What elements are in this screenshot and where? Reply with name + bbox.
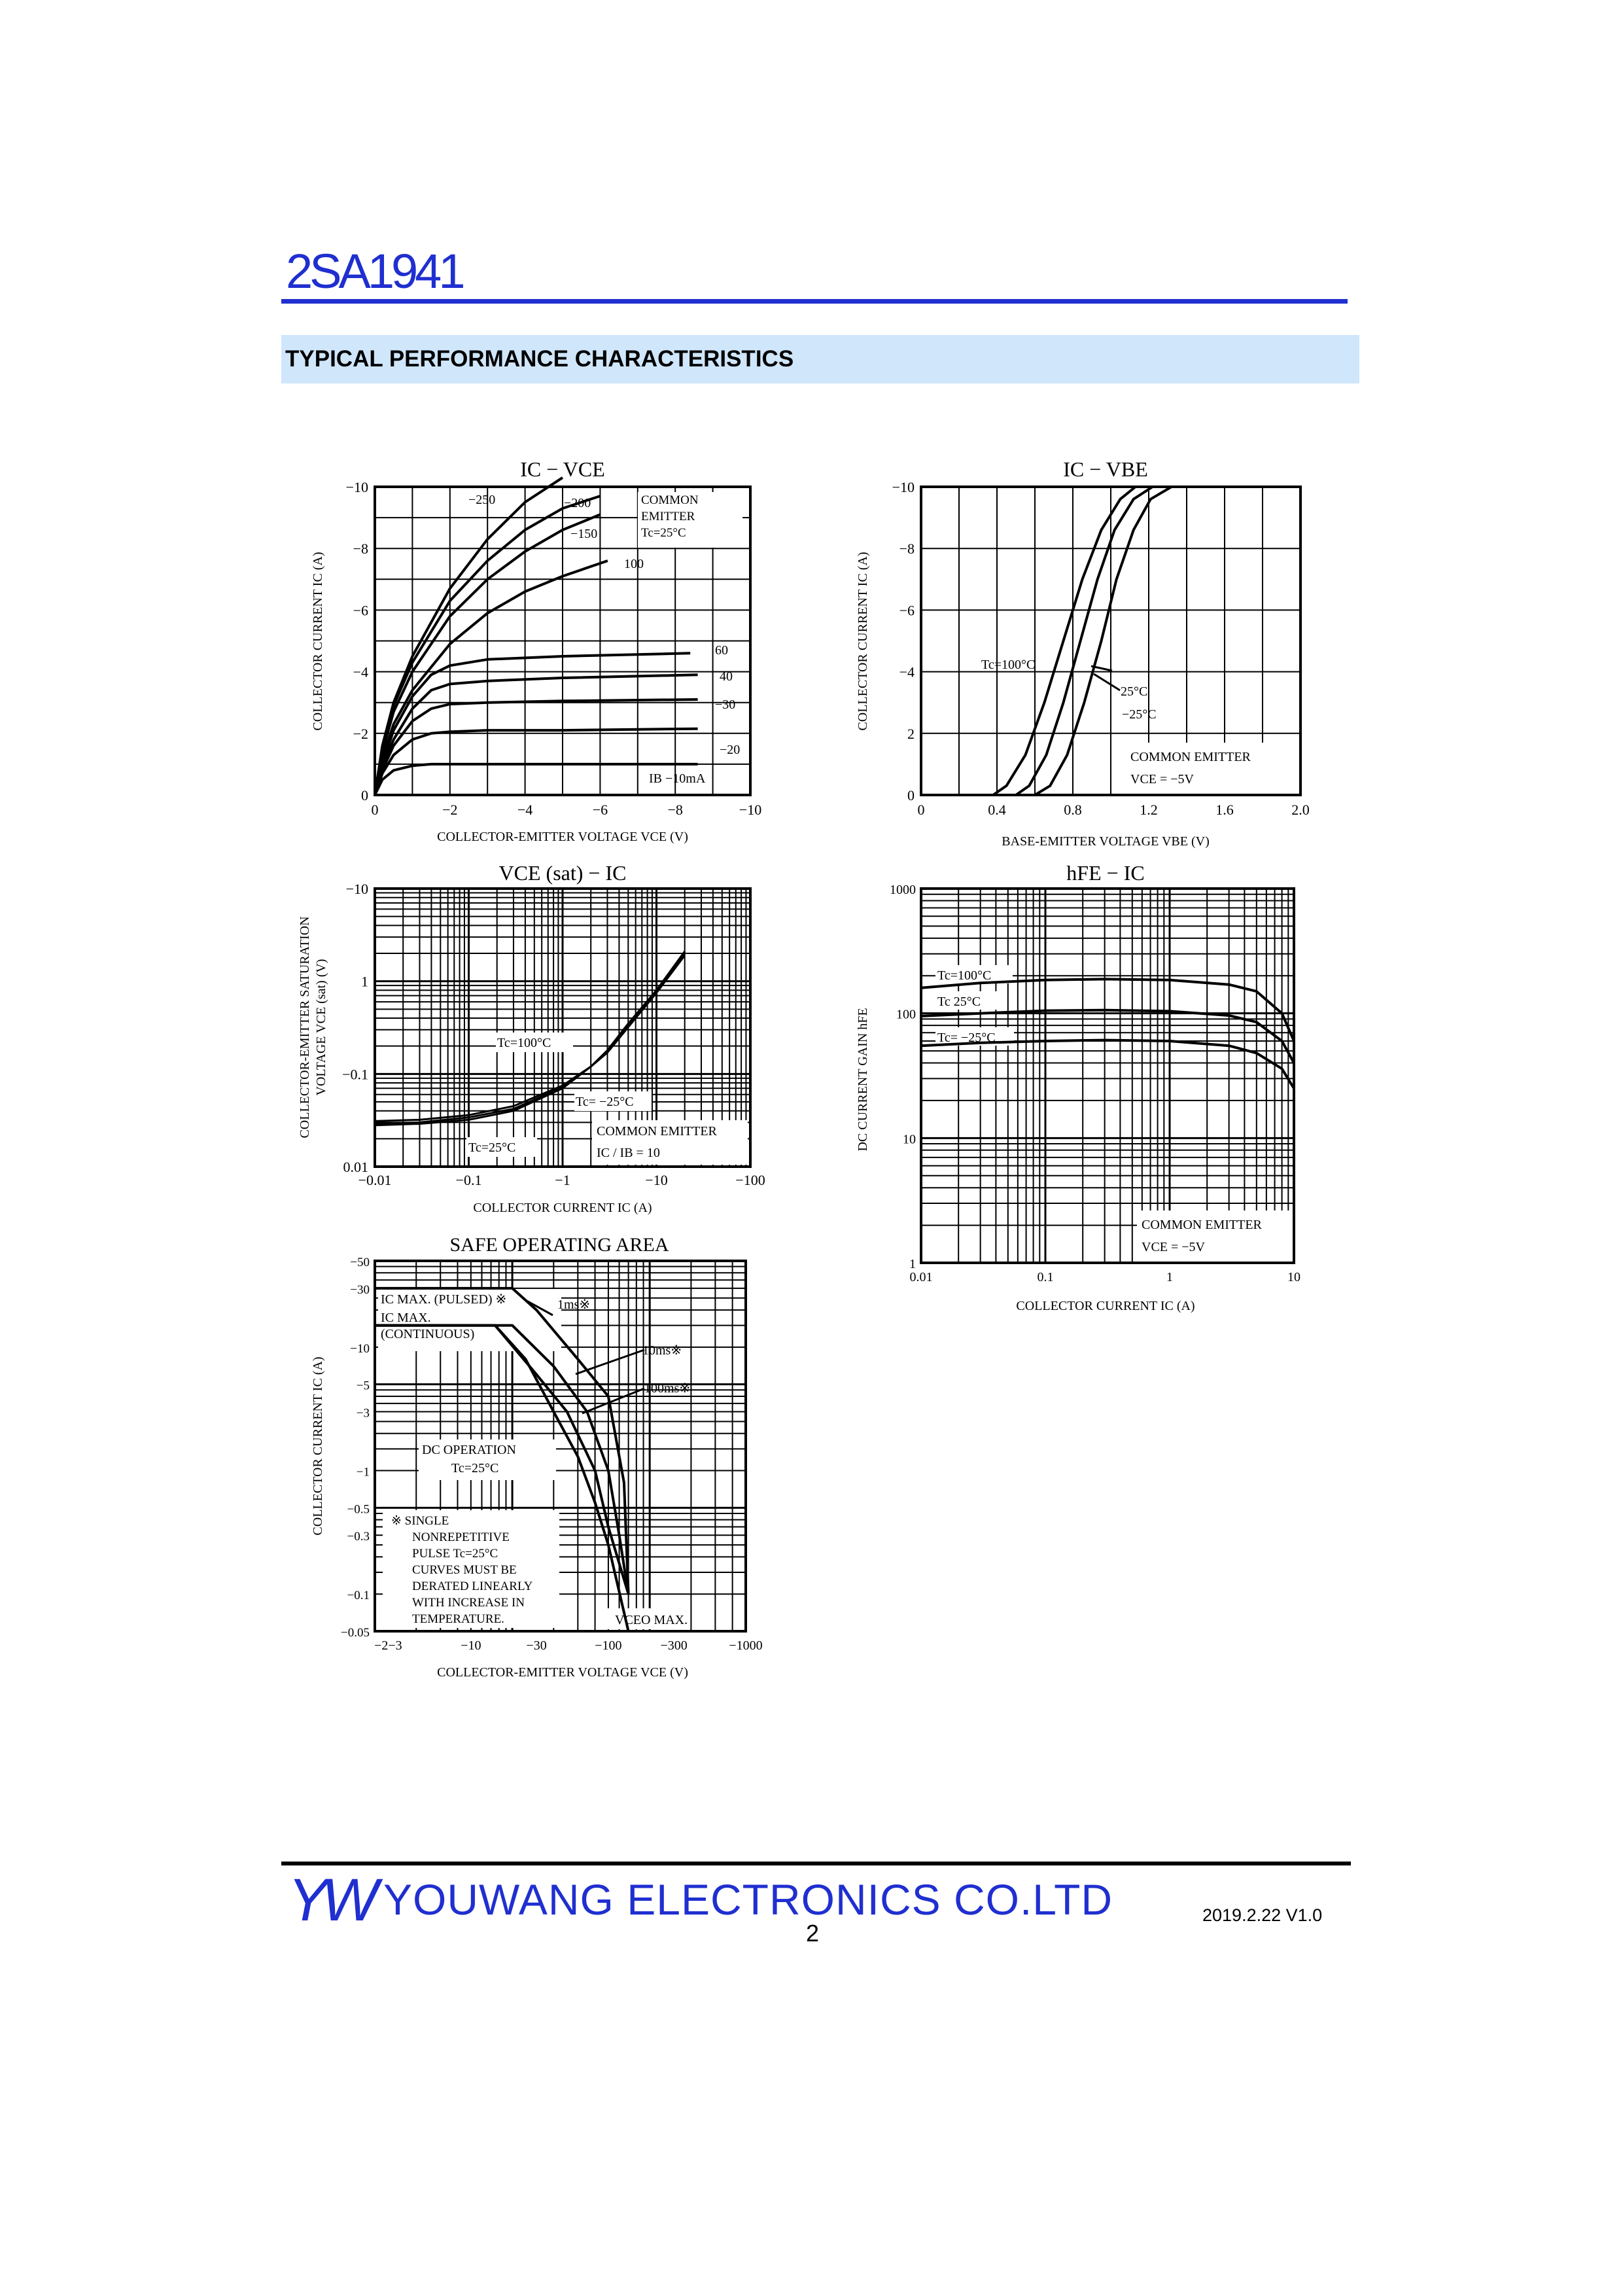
ic-vce-ytick: −4 — [353, 663, 368, 680]
section-title: TYPICAL PERFORMANCE CHARACTERISTICS — [285, 346, 794, 372]
hfe-xtick: 1 — [1166, 1270, 1173, 1284]
ic-vbe-xtick: 2.0 — [1291, 802, 1310, 818]
ic-vbe-xtick: 0.4 — [988, 802, 1006, 818]
hfe-xtick: 10 — [1287, 1270, 1300, 1284]
ic-vbe-ytick: −10 — [892, 479, 915, 495]
soa-ytick: −5 — [356, 1379, 370, 1393]
vcesat-title: VCE (sat) − IC — [498, 861, 627, 885]
vcesat-xtick: −0.01 — [358, 1172, 392, 1188]
ic-vbe-ytick: 2 — [907, 725, 915, 742]
ic-vce-series-label: −200 — [564, 496, 591, 510]
ic-vbe-xtick: 1.6 — [1215, 802, 1234, 818]
ic-vbe-ylabel: COLLECTOR CURRENT IC (A) — [856, 552, 870, 731]
company-name: YOUWANG ELECTRONICS CO.LTD — [383, 1875, 1113, 1924]
soa-xtick: −2−3 — [374, 1638, 402, 1653]
hfe-ytick: 1000 — [890, 883, 916, 897]
hfe-ylabel: DC CURRENT GAIN hFE — [856, 1008, 870, 1152]
hfe-xlabel: COLLECTOR CURRENT IC (A) — [1016, 1299, 1195, 1313]
hfe-annotation: VCE = −5V — [1142, 1240, 1206, 1254]
hfe-xtick: 0.1 — [1037, 1270, 1054, 1284]
ic-vce-xtick: −8 — [667, 802, 683, 818]
vcesat-ylabel: VOLTAGE VCE (sat) (V) — [314, 959, 328, 1096]
ic-vce-series-label: −250 — [468, 493, 496, 507]
soa-ytick: −0.1 — [347, 1589, 370, 1603]
ic-vce-xtick: −10 — [739, 802, 762, 818]
ic-vce-curve — [375, 653, 690, 795]
ic-vce-ytick: 0 — [361, 787, 368, 804]
vcesat-series-label: Tc=25°C — [468, 1140, 516, 1155]
vcesat-ytick: 1 — [361, 973, 368, 990]
soa-note: ※ SINGLE — [391, 1514, 449, 1528]
ic-vce-series-label: −30 — [715, 698, 736, 712]
soa-ytick: −0.3 — [347, 1530, 370, 1544]
ic-vbe-series-label: 25°C — [1121, 684, 1148, 699]
vcesat-xtick: −10 — [645, 1172, 668, 1188]
ic-vce-ytick: −6 — [353, 602, 368, 619]
soa-leader — [576, 1350, 644, 1374]
ic-vce-annotation: Tc=25°C — [641, 526, 686, 540]
soa-ytick: −1 — [356, 1465, 370, 1479]
version-date: 2019.2.22 V1.0 — [1202, 1905, 1323, 1925]
vcesat-xtick: −0.1 — [455, 1172, 482, 1188]
soa-label: IC MAX. (PULSED) ※ — [381, 1292, 507, 1307]
chart-vcesat-ic — [298, 861, 765, 1215]
soa-ytick: −0.05 — [341, 1626, 370, 1640]
vcesat-ytick: 0.01 — [343, 1159, 368, 1175]
ic-vce-xtick: −4 — [517, 802, 533, 818]
soa-ylabel: COLLECTOR CURRENT IC (A) — [311, 1356, 325, 1536]
hfe-series-label: Tc=100°C — [937, 968, 992, 983]
soa-title: SAFE OPERATING AREA — [449, 1234, 669, 1256]
chart-ic-vbe — [856, 457, 1310, 849]
chart-hfe-ic — [856, 861, 1300, 1313]
hfe-ytick: 1 — [909, 1257, 916, 1271]
vcesat-xlabel: COLLECTOR CURRENT IC (A) — [473, 1201, 652, 1215]
soa-xtick: −300 — [660, 1638, 688, 1653]
soa-note: DERATED LINEARLY — [412, 1580, 533, 1593]
hfe-ytick: 100 — [896, 1007, 916, 1022]
soa-label: VCEO MAX. — [615, 1613, 688, 1627]
ic-vbe-series-label: Tc=100°C — [981, 658, 1036, 672]
ic-vce-series-label: 40 — [720, 669, 733, 684]
soa-label: 1ms※ — [557, 1298, 591, 1312]
soa-ytick: −3 — [356, 1406, 370, 1421]
hfe-ic-frame — [921, 889, 1294, 1263]
ic-vce-ylabel: COLLECTOR CURRENT IC (A) — [311, 552, 325, 731]
soa-note: CURVES MUST BE — [412, 1563, 517, 1577]
ic-vce-xlabel: COLLECTOR-EMITTER VOLTAGE VCE (V) — [437, 830, 688, 844]
ic-vbe-xtick: 0.8 — [1064, 802, 1082, 818]
ic-vce-series-label: −20 — [720, 743, 741, 757]
soa-note: PULSE Tc=25°C — [412, 1547, 498, 1561]
ic-vbe-series-label: −25°C — [1122, 707, 1157, 722]
ic-vce-xtick: −2 — [442, 802, 458, 818]
soa-leader — [582, 1388, 644, 1413]
hfe-series-label: Tc 25°C — [937, 995, 981, 1009]
ic-vbe-title: IC − VBE — [1063, 457, 1148, 481]
ic-vbe-ytick: −8 — [899, 540, 915, 557]
ic-vce-ytick: −2 — [353, 725, 368, 742]
vcesat-ytick: −10 — [345, 881, 368, 897]
hfe-annotation: COMMON EMITTER — [1142, 1218, 1262, 1232]
soa-xtick: −100 — [595, 1638, 622, 1653]
hfe-ytick: 10 — [903, 1132, 916, 1147]
soa-ytick: −50 — [350, 1256, 370, 1269]
ic-vbe-xtick: 1.2 — [1140, 802, 1158, 818]
vcesat-xtick: −1 — [555, 1172, 570, 1188]
soa-xtick: −30 — [526, 1638, 547, 1653]
ic-vbe-xlabel: BASE-EMITTER VOLTAGE VBE (V) — [1002, 834, 1210, 849]
soa-label: IC MAX. — [381, 1311, 431, 1325]
ic-vce-title: IC − VCE — [520, 457, 605, 481]
soa-label: (CONTINUOUS) — [381, 1327, 475, 1341]
hfe-series-label: Tc= −25°C — [937, 1031, 996, 1045]
ic-vce-ytick: −8 — [353, 540, 368, 557]
ic-vbe-ytick: −6 — [899, 602, 915, 619]
soa-ytick: −0.5 — [347, 1502, 370, 1517]
soa-note: TEMPERATURE. — [412, 1612, 504, 1626]
hfe-xtick: 0.01 — [909, 1270, 933, 1284]
soa-xtick: −10 — [461, 1638, 481, 1653]
ic-vce-series-label: 60 — [715, 643, 728, 658]
vcesat-annotation: COMMON EMITTER — [597, 1124, 717, 1139]
ic-vce-series-label: IB −10mA — [649, 771, 706, 786]
vcesat-series-label: Tc=100°C — [497, 1036, 551, 1050]
soa-ytick: −30 — [350, 1282, 370, 1297]
ic-vbe-annotation: VCE = −5V — [1130, 772, 1195, 786]
ic-vce-annotation: EMITTER — [641, 510, 695, 523]
soa-note: NONREPETITIVE — [412, 1530, 510, 1544]
soa-note: WITH INCREASE IN — [412, 1596, 525, 1610]
chart-soa — [311, 1234, 763, 1680]
vcesat-series-label: Tc= −25°C — [576, 1095, 634, 1109]
hfe-title: hFE − IC — [1066, 861, 1145, 885]
part-number-title: 2SA1941 — [286, 244, 462, 298]
ic-vbe-leader — [1094, 674, 1120, 690]
ic-vce-series-label: 100 — [624, 557, 644, 571]
soa-label: 10ms※ — [642, 1343, 682, 1358]
ic-vce-xtick: −6 — [592, 802, 608, 818]
soa-xlabel: COLLECTOR-EMITTER VOLTAGE VCE (V) — [437, 1665, 688, 1680]
soa-xtick: −1000 — [729, 1638, 763, 1653]
soa-label: Tc=25°C — [451, 1461, 499, 1475]
ic-vbe-ytick: 0 — [907, 787, 915, 804]
logo-lettering: YW — [288, 1868, 372, 1927]
ic-vce-xtick: 0 — [371, 802, 379, 818]
hfe-curve — [921, 1040, 1294, 1089]
footer-rule — [281, 1862, 1351, 1865]
soa-label: DC OPERATION — [422, 1443, 516, 1457]
ic-vbe-annotation: COMMON EMITTER — [1130, 750, 1251, 764]
soa-label: 100ms※ — [644, 1381, 691, 1396]
youwang-logo-icon — [285, 1868, 383, 1927]
vcesat-ylabel: COLLECTOR-EMITTER SATURATION — [298, 916, 312, 1139]
ic-vce-ytick: −10 — [345, 479, 368, 495]
vcesat-annotation: IC / IB = 10 — [597, 1146, 660, 1160]
ic-vbe-ytick: −4 — [899, 663, 915, 680]
vcesat-ytick: −0.1 — [342, 1066, 368, 1083]
ic-vce-series-label: −150 — [570, 527, 598, 541]
soa-ytick: −10 — [350, 1341, 370, 1356]
page-number: 2 — [806, 1920, 820, 1947]
vcesat-xtick: −100 — [735, 1172, 765, 1188]
ic-vbe-xtick: 0 — [917, 802, 925, 818]
chart-ic-vce — [311, 457, 761, 844]
ic-vce-annotation: COMMON — [641, 493, 699, 507]
